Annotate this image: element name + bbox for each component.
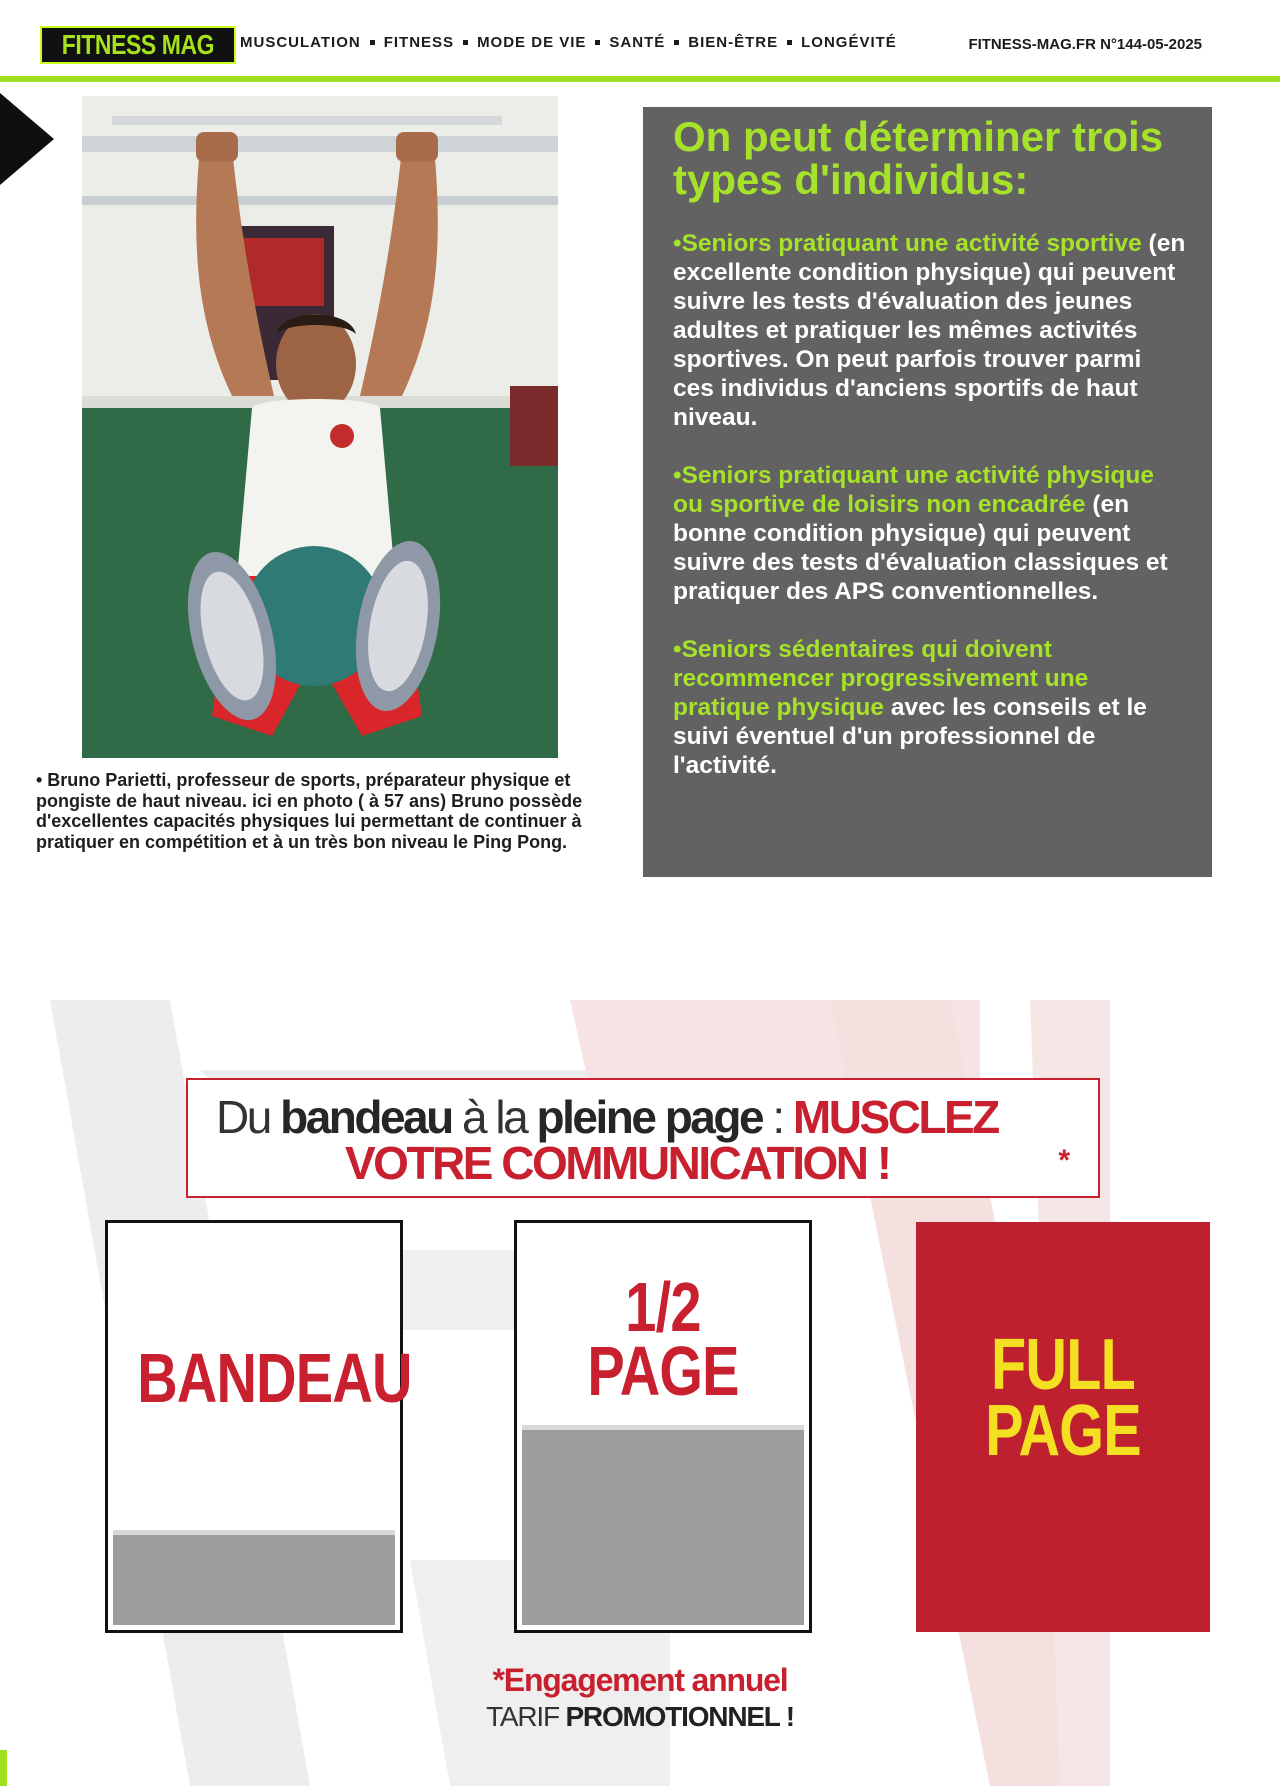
header-divider	[0, 76, 1280, 82]
page-header	[0, 0, 1280, 82]
individual-types-list	[673, 229, 1188, 780]
photo-caption: • Bruno Parietti, professeur de sports, préparateur physique et pongiste de haut niveau. ici en photo ( à 57 ans) Bruno possède d'excellentes capacités physiques lui permettant de continuer à pratiquer en compétition et à un très bon niveau le Ping Pong.	[36, 770, 583, 852]
ad-headline-banner	[186, 1078, 1100, 1198]
item-highlight: •Seniors pratiquant une activité sportive	[673, 230, 1142, 257]
ad-headline-line2: VOTRE COMMUNICATION !	[345, 1137, 890, 1189]
format-label-line2: PAGE	[985, 1391, 1141, 1471]
format-label-line2: PAGE	[587, 1332, 739, 1410]
ad-format-bandeau[interactable]	[105, 1220, 412, 1633]
item-text: avec les conseils et le suivi éventuel d'un professionnel de l'activité.	[673, 694, 1147, 779]
panel-title: On peut déterminer trois types d'individus:	[673, 113, 1164, 203]
nav-separator	[787, 40, 792, 45]
nav-item-mode-de-vie[interactable]: MODE DE VIE	[477, 34, 587, 51]
nav-separator	[674, 40, 679, 45]
issue-number: FITNESS-MAG.FR N°144-05-2025	[968, 36, 1202, 53]
bandeau-area	[113, 1530, 395, 1625]
asterisk-mark: *	[1058, 1144, 1070, 1177]
nav-item-fitness[interactable]: FITNESS	[383, 34, 455, 51]
nav-separator	[463, 40, 468, 45]
format-label	[945, 1325, 1180, 1471]
ad-format-full-page[interactable]	[916, 1222, 1210, 1632]
ad-format-half-page[interactable]	[514, 1220, 812, 1633]
headline-colon: :	[762, 1091, 793, 1143]
promo-promotionnel: PROMOTIONNEL !	[565, 1701, 794, 1732]
nav-item-longevite[interactable]: LONGÉVITÉ	[801, 34, 897, 51]
individual-types-panel	[643, 107, 1212, 877]
nav-item-sante[interactable]: SANTÉ	[609, 34, 666, 51]
format-label-line1: FULL	[991, 1325, 1135, 1405]
list-item	[673, 635, 1188, 780]
headline-bandeau: bandeau	[280, 1091, 452, 1143]
nav-item-musculation[interactable]: MUSCULATION	[240, 34, 361, 51]
page-edge-marker	[0, 1750, 7, 1786]
item-highlight: •Seniors sédentaires qui doivent recommencer progressivement une pratique physique	[673, 636, 1089, 721]
headline-pleine-page: pleine page	[536, 1091, 763, 1143]
ad-footer	[0, 1662, 1280, 1733]
format-label: BANDEAU	[137, 1339, 412, 1417]
item-text: (en excellente condition physique) qui peuvent suivre les tests d'évaluation des jeunes adultes et pratiquer les mêmes activités sportives. On peut parfois trouver parmi ces individus d'anciens sportifs de haut niveau.	[673, 230, 1186, 431]
item-text: (en bonne condition physique) qui peuvent suivre des tests d'évaluation classiques et pratiquer des APS conventionnelles.	[673, 491, 1168, 605]
item-highlight: •Seniors pratiquant une activité physique ou sportive de loisirs non encadrée	[673, 462, 1154, 518]
corner-arrow-icon	[0, 93, 54, 185]
format-label	[546, 1268, 780, 1410]
headline-mid: à la	[451, 1091, 537, 1143]
promo-tarif: TARIF	[486, 1701, 566, 1732]
half-page-area	[522, 1425, 804, 1625]
nav-item-bien-etre[interactable]: BIEN-ÊTRE	[688, 34, 779, 51]
brand-name: FITNESS MAG	[61, 29, 215, 60]
athlete-photo	[82, 96, 558, 758]
list-item	[673, 229, 1188, 432]
list-item	[673, 461, 1188, 606]
headline-prefix: Du	[216, 1091, 281, 1143]
headline-musclez: MUSCLEZ	[792, 1091, 998, 1143]
nav-separator	[595, 40, 600, 45]
section-nav	[240, 34, 897, 51]
engagement-note: *Engagement annuel	[492, 1662, 788, 1698]
promo-note	[0, 1701, 1280, 1733]
nav-separator	[370, 40, 375, 45]
brand-logo[interactable]	[40, 26, 236, 64]
format-label-line1: 1/2	[625, 1268, 701, 1346]
